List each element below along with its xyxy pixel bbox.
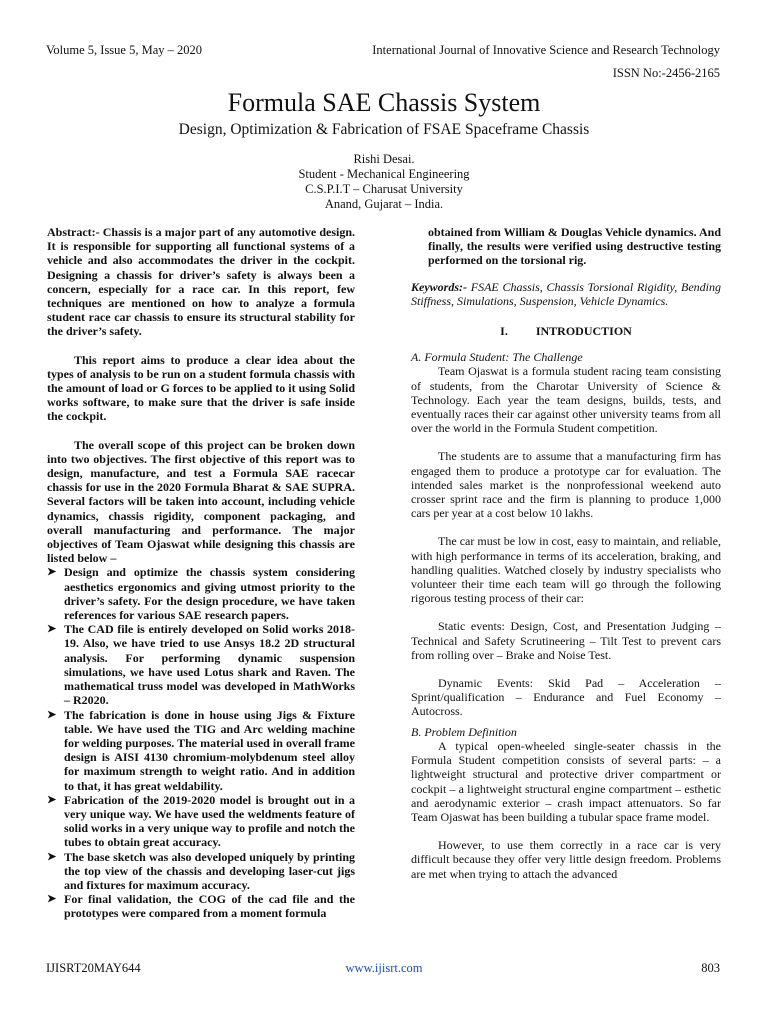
section-number: I. [500,324,508,339]
author-affiliation-2: C.S.P.I.T – Charusat University [305,182,463,196]
arrow-bullet-icon: ➤ [47,893,57,906]
footer-page-number: 803 [701,961,720,975]
paragraph: Dynamic Events: Skid Pad – Acceleration – Sprint/qualification – Endurance and Fuel Economy – Autocross. [411,676,721,719]
list-item [47,565,355,622]
paragraph: The overall scope of this project can be broken down into two objectives. The first objective of this report was to design, manufacture, and test a Formula SAE racecar chassis for use in the 2020 Formula Bharat & SAE SUPRA. Several factors will be taken into account, including vehicle dynamics, chassis rigidity, component packaging, and overall manufacturing and performance. The major objectives of Team Ojaswat while designing this chassis are listed below – [47,437,355,566]
list-item [47,892,355,920]
paragraph: A typical open-wheeled single-seater chassis in the Formula Student competition consists of several parts: – a lightweight structural and protective driver compartment or cockpit – a lightweight structural engine compartment – esthetic and aerodynamic exterior – crash impact attenuators. So far Team Ojaswat has been building a tubular space frame model. [411,738,721,824]
abstract: Abstract:- Chassis is a major part of any automotive design. It is responsible for supporting all functional systems of a vehicle and also accommodates the driver in the cockpit. Designing a chassis for driver’s safety is always been a concern, especially for a race car. In this report, few techniques are mentioned on how to analyze a formula student race car chassis to ensure its structural stability for the driver’s safety. [47,225,355,339]
list-item-text: The base sketch was also developed uniquely by printing the top view of the chassis and developing laser-cut jigs and fixtures for maximum accuracy. [64,849,355,892]
author-block [0,152,768,212]
objectives-list [47,565,355,920]
arrow-bullet-icon: ➤ [47,623,57,636]
arrow-bullet-icon: ➤ [47,850,57,863]
author-affiliation-1: Student - Mechanical Engineering [298,167,470,181]
header-issn: ISSN No:-2456-2165 [612,66,720,80]
list-item-text: For final validation, the COG of the cad file and the prototypes were compared from a moment formula [64,892,355,921]
keywords-label: Keywords:- [411,279,467,294]
footer-website-link[interactable]: www.ijisrt.com [345,961,423,975]
paragraph: The students are to assume that a manufacturing firm has engaged them to produce a prototype car for evaluation. The intended sales market is the nonprofessional weekend auto crosser sprint race and the firm is planning to produce 1,000 cars per year at a cost below 10 lakhs. [411,449,721,521]
arrow-bullet-icon: ➤ [47,566,57,579]
author-affiliation-3: Anand, Gujarat – India. [324,197,444,211]
bullet-continuation: obtained from William & Douglas Vehicle dynamics. And finally, the results were verified using destructive testing performed on the torsional rig. [428,225,721,268]
paper-subtitle: Design, Optimization & Fabrication of FSAE Spaceframe Chassis [178,121,590,138]
list-item [47,850,355,893]
keywords-text: FSAE Chassis, Chassis Torsional Rigidity, Bending Stiffness, Simulations, Suspension, Vehicle Dynamics. [411,279,721,308]
arrow-bullet-icon: ➤ [47,708,57,721]
list-item-text: Design and optimize the chassis system considering aesthetics ergonomics and giving utmost priority to the driver’s safety. For the design procedure, we have taken references for various SAE research papers. [64,565,355,623]
arrow-bullet-icon: ➤ [47,793,57,806]
list-item [47,622,355,707]
left-column [47,225,355,921]
header-journal: International Journal of Innovative Science and Research Technology [372,43,720,57]
section-heading [411,324,721,338]
paragraph: However, to use them correctly in a race car is very difficult because they offer very little design freedom. Problems are met when trying to attach the advanced [411,838,721,881]
footer-paper-id: IJISRT20MAY644 [46,961,141,975]
list-item-text: Fabrication of the 2019-2020 model is brought out in a very unique way. We have used the weldments feature of solid works in a very unique way to profile and notch the tubes to obtain great accuracy. [64,792,355,850]
list-item-text: The fabrication is done in house using Jigs & Fixture table. We have used the TIG and Arc welding machine for welding purposes. The material used in overall frame design is AISI 4130 chromium-molybdenum steel alloy for maximum strength to weight ratio. And in addition to that, it has great weldability. [64,707,355,793]
paper-title: Formula SAE Chassis System [227,88,541,117]
section-title: INTRODUCTION [535,324,632,339]
keywords [411,280,721,308]
paragraph: Team Ojaswat is a formula student racing team consisting of students, from the Charotar University of Science & Technology. Each year the team designs, builds, tests, and eventually races their car against other university teams from all over the world in the Formula Student competition. [411,364,721,436]
header-volume: Volume 5, Issue 5, May – 2020 [46,43,203,57]
list-item-text: The CAD file is entirely developed on Solid works 2018-19. Also, we have tried to use Ansys 18.2 2D structural analysis. For performing dynamic suspension simulations, we have used Lotus shark and Raven. The mathematical truss model was developed in MathWorks – R2020. [64,622,355,708]
paragraph: Static events: Design, Cost, and Presentation Judging – Technical and Safety Scrutineering – Tilt Test to prevent cars from rolling over – Brake and Noise Test. [411,619,721,662]
list-item [47,708,355,793]
author-name: Rishi Desai. [353,152,415,166]
paragraph: This report aims to produce a clear idea about the types of analysis to be run on a student formula chassis with the amount of load or G forces to be applied to it using Solid works software, to make sure that the driver is safe inside the cockpit. [47,352,355,424]
right-column [411,225,721,881]
paragraph: The car must be low in cost, easy to maintain, and reliable, with high performance in terms of its acceleration, braking, and handling qualities. Watched closely by industry specialists who volunteer their time each team will go through the following rigorous testing process of their car: [411,534,721,606]
subsection-heading: B. Problem Definition [411,724,517,739]
list-item [47,793,355,850]
subsection-heading: A. Formula Student: The Challenge [411,350,583,365]
